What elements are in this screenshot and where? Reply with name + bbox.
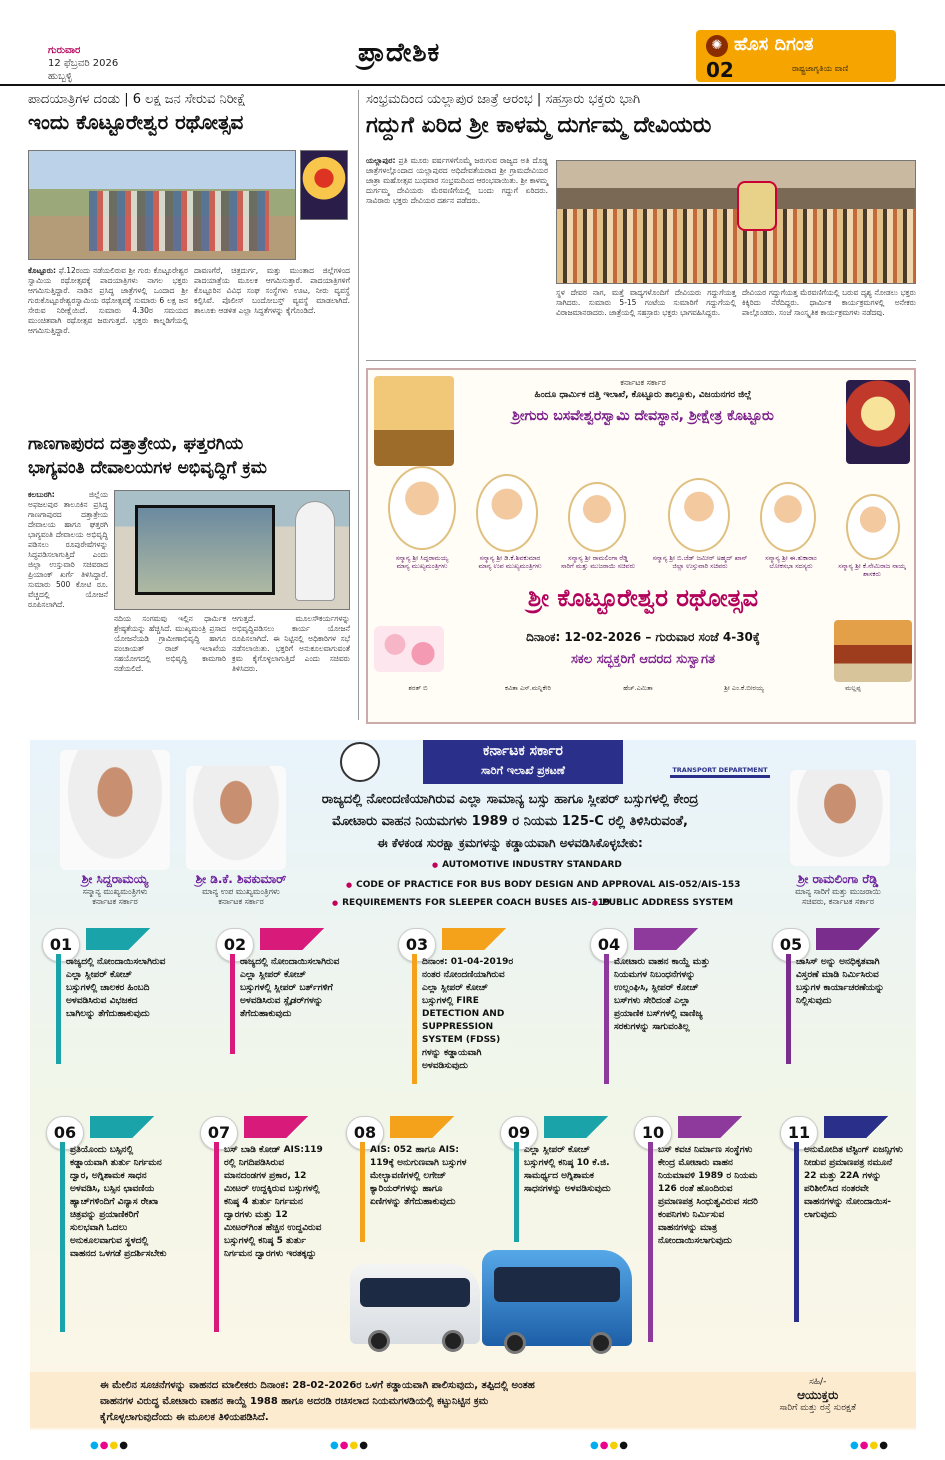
leader-portrait-1 — [388, 466, 456, 550]
karnataka-emblem — [340, 742, 380, 782]
deity-photo — [300, 150, 348, 220]
leader-photo-2 — [186, 766, 286, 870]
card-bar — [214, 1142, 219, 1332]
leader-photo-3 — [790, 770, 890, 866]
story-headline: ಗಾಣಗಾಪುರದ ದತ್ತಾತ್ರೇಯ, ಘತ್ತರಗಿಯ — [28, 434, 244, 454]
pilgrims-crowd — [89, 191, 269, 251]
rule-card-11: 11 ಅನುಮೋದಿತ ಟೆಸ್ಟಿಂಗ್ ಏಜನ್ಸಿಗಳು ನೀಡುವ ಪ್ರಮಾಣಪತ್ರ ನಮೂನೆ 22 ಮತ್ತು 22A ಗಳನ್ನು ಪರಿಶೀಲಿಸಿದ ನಂತರವೇ ವಾಹನಗಳನ್ನು ನೋಂದಾಯಿಸ-ಲಾಗುವುದು — [780, 1116, 900, 1316]
card-bar — [60, 1142, 65, 1332]
story1-col2: ದಾವಣಗೆರೆ, ಚಿತ್ರದುರ್ಗ, ಮತ್ತು ಮುಂತಾದ ಜಿಲ್ಲೆಗಳಿಂದ ಪಾದಯಾತ್ರೆಯ ಮೂಲಕ ಆಗಮಿಸುತ್ತಾರೆ. ಪಾದಯಾತ್ರಿಗಳಿಗೆ ಕೊಟ್ಟೂರಿನ ವಿವಿಧ ಸಂಘ ಸಂಸ್ಥೆಗಳು ಊಟ, ನೀರು ವ್ಯವಸ್ಥೆ ಕಲ್ಪಿಸಿವೆ. ಪೊಲೀಸ್ ಬಂದೋಬಸ್ತ್ ವ್ಯವಸ್ಥೆ ಮಾಡಲಾಗಿದೆ. ತಾಲೂಕು ಆಡಳಿತ ಎಲ್ಲಾ ಸಿದ್ಧತೆಗಳನ್ನು ಕೈಗೊಂಡಿದೆ. — [194, 266, 350, 315]
card-bar — [604, 954, 609, 1084]
minister-figure — [295, 501, 335, 601]
rule-card-07: 07 ಬಸ್ ಬಾಡಿ ಕೋಡ್ AIS:119 ರಲ್ಲಿ ನಿಗದಿಪಡಿಸಿರುವ ಮಾನದಂಡಗಳ ಪ್ರಕಾರ, 12 ಮೀಟರ್ ಉದ್ದಕ್ಕಿರುವ ಬಸ್ಸುಗಳಲ್ಲಿ ಕನಿಷ್ಠ 4 ತುರ್ತು ನಿರ್ಗಮನ ದ್ವಾರಗಳು ಮತ್ತು 12 ಮೀಟರ್‌ಗಿಂತ ಹೆಚ್ಚಿನ ಉದ್ದವಿರುವ ಬಸ್ಸುಗಳಲ್ಲಿ ಕನಿಷ್ಠ 5 ತುರ್ತು ನಿರ್ಗಮನ ದ್ವಾರಗಳು ಇರತಕ್ಕದ್ದು — [200, 1116, 320, 1316]
leader-caption-4: ಸನ್ಮಾನ್ಯ ಶ್ರೀ ಬಿ.ಜೆಡ್ ಜಮೀರ್ ಅಹ್ಮದ್ ಖಾನ್ ಜಿಲ್ಲಾ ಉಸ್ತುವಾರಿ ಸಚಿವರು — [652, 554, 748, 570]
card-bar — [230, 954, 235, 1054]
story-headline-2: ಭಾಗ್ಯವಂತಿ ದೇವಾಲಯಗಳ ಅಭಿವೃದ್ಧಿಗೆ ಕ್ರಮ — [28, 458, 267, 478]
rule-card-01: 01 ರಾಜ್ಯದಲ್ಲಿ ನೋಂದಾಯಿಸಲಾಗಿರುವ ಎಲ್ಲಾ ಸ್ಲೀಪರ್ ಕೋಚ್ ಬಸ್ಸುಗಳಲ್ಲಿ ಚಾಲಕರ ಹಿಂಬದಿ ಅಳವಡಿಸಿರುವ ವಿಭಜಕದ ಬಾಗಿಲನ್ನು ತೆಗೆದುಹಾಕುವುದು — [42, 928, 162, 1078]
page-number: 02 — [706, 58, 734, 82]
flower-decoration — [374, 626, 444, 672]
rule-card-10: 10 ಬಸ್ ಕವಚ ನಿರ್ಮಾಣ ಸಂಸ್ಥೆಗಳು ಕೇಂದ್ರ ಮೋಟಾರು ವಾಹನ ನಿಯಮಾವಳಿ 1989 ರ ನಿಯಮ 126 ರಂತೆ ಹೊಂದಿರುವ ಪ್ರಮಾಣಪತ್ರ ಸಿಂಧುತ್ವವಿರುವ ಸದರಿ ಕಂಪನಿಗಳು ನಿರ್ಮಿಸುವ ವಾಹನಗಳನ್ನು ಮಾತ್ರ ನೋಂದಾಯಿಸಲಾಗುವುದು — [634, 1116, 754, 1356]
card-flag — [678, 1116, 748, 1138]
signatory-2: ಕವಿತಾ ಎಸ್.ಮನ್ನಿಕೇರಿ — [505, 684, 551, 692]
signatory-5: ಮಲ್ಲಪ್ಪ — [845, 684, 861, 692]
story-kicker: ಸಂಭ್ರಮದಿಂದ ಯಲ್ಲಾಪುರ ಜಾತ್ರೆ ಆರಂಭ | ಸಹಸ್ರಾರು ಭಕ್ತರು ಭಾಗಿ — [366, 92, 641, 107]
card-bar — [56, 954, 61, 1064]
issue-date: ಗುರುವಾರ 12 ಫೆಬ್ರವರಿ 2026 ಹುಬ್ಬಳ್ಳಿ — [48, 45, 119, 82]
leader-caption-2: ಶ್ರೀ ಡಿ.ಕೆ. ಶಿವಕುಮಾರ್ ಮಾನ್ಯ ಉಪ ಮುಖ್ಯಮಂತ್ರಿಗಳು ಕರ್ನಾಟಕ ಸರ್ಕಾರ — [195, 872, 287, 906]
leader-portrait-5 — [760, 482, 816, 552]
card-bar — [412, 954, 417, 1084]
story-kottur — [28, 92, 358, 136]
card-bar — [648, 1142, 653, 1342]
column-rule — [358, 90, 359, 720]
leader-caption-1: ಶ್ರೀ ಸಿದ್ದರಾಮಯ್ಯ ಸನ್ಮಾನ್ಯ ಮುಖ್ಯಮಂತ್ರಿಗಳು ಕರ್ನಾಟಕ ಸರ್ಕಾರ — [81, 872, 149, 906]
section-rule — [366, 360, 916, 361]
leader-caption-6: ಸನ್ಮಾನ್ಯ ಶ್ರೀ ಕೆ.ನೇಮಿರಾಜ ನಾಯ್ಕ ಶಾಸಕರು — [838, 562, 906, 578]
notice-line-3: ಈ ಕೆಳಕಂಡ ಸುರಕ್ಷಾ ಕ್ರಮಗಳನ್ನು ಕಡ್ಡಾಯವಾಗಿ ಅಳವಡಿಸಿಕೊಳ್ಳಬೇಕು: — [377, 836, 643, 850]
rule-card-06: 06 ಪ್ರತಿಯೊಂದು ಬಸ್ಸಿನಲ್ಲಿ ಕಡ್ಡಾಯವಾಗಿ ತುರ್ತು ನಿರ್ಗಮನ ದ್ವಾರ, ಅಗ್ನಿಶಾಮಕ ಸಾಧನ ಅಳವಡಿಸಿ, ಬಸ್ಸಿನ ಛಾವಣಿಯ ಹ್ಯಾಚ್‌ಗಳಿಂದಿಗೆ ವಿನ್ಯಾಸ ರೇಖಾ ಚಿತ್ರವನ್ನು ಪ್ರಯಾಣಿಕರಿಗೆ ಸುಲಭವಾಗಿ ಓದಲು ಅನುಕೂಲವಾಗುವ ಸ್ಥಳದಲ್ಲಿ ವಾಹನದ ಒಳಗಡೆ ಪ್ರದರ್ಶಿಸಬೇಕು — [46, 1116, 166, 1316]
card-flag — [442, 928, 512, 950]
card-flag — [544, 1116, 614, 1138]
notice-line-2: ಮೋಟಾರು ವಾಹನ ನಿಯಮಗಳು 1989 ರ ನಿಯಮ 125-C ರಲ್ಲಿ ತಿಳಿಸಿರುವಂತೆ, — [332, 814, 688, 829]
leader-portrait-4 — [668, 478, 730, 552]
rule-card-03: 03 ದಿನಾಂಕ: 01-04-2019ರ ನಂತರ ನೋಂದಣಿಯಾಗಿರುವ ಎಲ್ಲಾ ಸ್ಲೀಪರ್ ಕೋಚ್ ಬಸ್ಸುಗಳಲ್ಲಿ FIRE DETECTION AND SUPPRESSION SYSTEM (FDSS) ಗಳನ್ನು ಕಡ್ಡಾಯವಾಗಿ ಅಳವಡಿಸುವುದು — [398, 928, 518, 1078]
standard-item: ● AUTOMOTIVE INDUSTRY STANDARD — [432, 860, 622, 870]
card-bar — [786, 954, 791, 1064]
story3-col1: ಕಲಬುರಗಿ: ಜಿಲ್ಲೆಯ ಅಫಜಲಪುರ ತಾಲೂಕಿನ ಪ್ರಸಿದ್ಧ ಗಾಣಗಾಪುರದ ದತ್ತಾತ್ರೇಯ ದೇವಾಲಯ ಹಾಗೂ ಘತ್ತರಗಿ ಭಾಗ್ಯವಂತಿ ದೇವಾಲಯ ಅಭಿವೃದ್ಧಿ ಪಡಿಸಲು ರೂಪುರೇಷೆಗಳನ್ನು ಸಿದ್ಧಪಡಿಸಲಾಗುತ್ತಿದೆ ಎಂದು ಜಿಲ್ಲಾ ಉಸ್ತುವಾರಿ ಸಚಿವರಾದ ಪ್ರಿಯಾಂಕ್ ಖರ್ಗೆ ತಿಳಿಸಿದ್ದಾರೆ. ಸುಮಾರು 500 ಕೋಟಿ ರೂ. ವೆಚ್ಚದಲ್ಲಿ ಯೋಜನೆ ರೂಪಿಸಲಾಗಿದೆ. — [28, 490, 108, 609]
leader-caption-3: ಶ್ರೀ ರಾಮಲಿಂಗಾ ರೆಡ್ಡಿ ಮಾನ್ಯ ಸಾರಿಗೆ ಮತ್ತು ಮುಜರಾಯಿ ಸಚಿವರು, ಕರ್ನಾಟಕ ಸರ್ಕಾರ — [795, 872, 881, 906]
leader-caption-3: ಸನ್ಮಾನ್ಯ ಶ್ರೀ ರಾಮಲಿಂಗಾ ರೆಡ್ಡಿ ಸಾರಿಗೆ ಮತ್ತು ಮುಜರಾಯಿ ಸಚಿವರು — [560, 554, 636, 570]
standard-item: ● PUBLIC ADDRESS SYSTEM — [592, 898, 733, 908]
card-bar — [514, 1142, 519, 1242]
rule-card-04: 04 ಮೋಟಾರು ವಾಹನ ಕಾಯ್ದೆ ಮತ್ತು ನಿಯಮಗಳ ನಿಬಂಧನೆಗಳನ್ನು ಉಲ್ಲಂಘಿಸಿ, ಸ್ಲೀಪರ್ ಕೋಚ್ ಬಸ್‌ಗಳು ಸೇರಿದಂತೆ ಎಲ್ಲಾ ಪ್ರಯಾಣಿಕ ಬಸ್‌ಗಳಲ್ಲಿ ವಾಣಿಜ್ಯ ಸರಕುಗಳನ್ನು ಸಾಗುವಂತಿಲ್ಲ — [590, 928, 710, 1078]
registration-mark: ●●●● — [590, 1440, 629, 1451]
story-ganagapur — [28, 432, 358, 480]
transport-department-ad — [30, 740, 916, 1430]
transport-dept-logo: TRANSPORT DEPARTMENT — [670, 750, 770, 778]
leader-portrait-2 — [476, 474, 538, 552]
leader-portrait-6 — [846, 494, 900, 560]
signatory-3: ಹೆಚ್.ಎಮಿತಾ — [623, 684, 653, 692]
notice-line-1: ರಾಜ್ಯದಲ್ಲಿ ನೋಂದಣಿಯಾಗಿರುವ ಎಲ್ಲಾ ಸಾಮಾನ್ಯ ಬಸ್ಸು ಹಾಗೂ ಸ್ಲೀಪರ್ ಬಸ್ಸುಗಳಲ್ಲಿ ಕೇಂದ್ರ — [321, 792, 699, 807]
leader-caption-2: ಸನ್ಮಾನ್ಯ ಶ್ರೀ ಡಿ.ಕೆ.ಶಿವಕುಮಾರ ಮಾನ್ಯ ಉಪ ಮುಖ್ಯಮಂತ್ರಿಗಳು — [478, 554, 542, 570]
card-flag — [86, 928, 156, 950]
card-flag — [90, 1116, 160, 1138]
lamp-icon: ✺ — [706, 35, 728, 57]
jatra-crowd-photo — [556, 160, 916, 284]
rule-card-09: 09 ಎಲ್ಲಾ ಸ್ಲೀಪರ್ ಕೋಚ್ ಬಸ್ಸುಗಳಲ್ಲಿ ಕನಿಷ್ಠ 10 ಕೆ.ಜಿ. ಸಾಮರ್ಥ್ಯದ ಅಗ್ನಿಶಾಮಕ ಸಾಧನಗಳನ್ನು ಅಳವಡಿಸುವುದು — [500, 1116, 620, 1236]
ad-title: ಶ್ರೀ ಕೊಟ್ಟೂರೇಶ್ವರ ರಥೋತ್ಸವ — [527, 584, 759, 612]
temple-photo — [374, 376, 454, 466]
story2-col2: ಸ್ಥಳ ದೇವರ ನಾಗ, ಮತ್ತೆ ವಾದ್ಯಗಳೊಂದಿಗೆ ದೇವಿಯರು ಗದ್ದುಗೆಯತ್ತ ಸಾಗಿದರು. ಸುಮಾರು 5-15 ಗಂಟೆಯ ಸುಮಾರಿಗೆ ಗದ್ದುಗೆಯಲ್ಲಿ ವಿರಾಜಮಾನರಾದರು. ಜಾತ್ರೆಯಲ್ಲಿ ಸಹಸ್ರಾರು ಭಕ್ತರು ಭಾಗವಹಿಸಿದ್ದರು. — [556, 288, 736, 317]
signatory-4: ಶ್ರೀ ಎಂ.ಕೆ.ಬೀರಯ್ಯ — [724, 684, 764, 692]
newspaper-logo: ✺ ಹೊಸ ದಿಗಂತ 02 ರಾಷ್ಟ್ರಜಾಗೃತಿಯ ವಾಣಿ — [696, 30, 896, 82]
rule-card-02: 02 ರಾಜ್ಯದಲ್ಲಿ ನೋಂದಾಯಿಸಲಾಗಿರುವ ಎಲ್ಲಾ ಸ್ಲೀಪರ್ ಕೋಚ್ ಬಸ್ಸುಗಳಲ್ಲಿ ಸ್ಲೀಪರ್ ಬರ್ತ್‌ಗಳಿಗೆ ಅಳವಡಿಸಿರುವ ಸ್ಲೈಡರ್‌ಗಳನ್ನು ತೆಗೆದುಹಾಕುವುದು — [216, 928, 336, 1078]
ad-welcome: ಸಕಲ ಸದ್ಭಕ್ತರಿಗೆ ಆದರದ ಸುಸ್ವಾಗತ — [571, 652, 715, 667]
story2-col1: ಯಲ್ಲಾಪುರ: ಪ್ರತಿ ಮೂರು ವರ್ಷಗಳಿಗೊಮ್ಮೆ ಜರುಗುವ ರಾಜ್ಯದ ಅತಿ ದೊಡ್ಡ ಜಾತ್ರೆಗಳಲ್ಲೊಂದಾದ ಯಲ್ಲಾಪುರದ ಅಧಿದೇವತೆಯರಾದ ಶ್ರೀ ಗ್ರಾಮದೇವಿಯರ ಜಾತ್ರಾ ಮಹೋತ್ಸವ ಬುಧವಾರ ಸಂಭ್ರಮದಿಂದ ಆರಂಭವಾಯಿತು. ಶ್ರೀ ಕಾಳಮ್ಮ ದುರ್ಗಮ್ಮ ದೇವಿಯರು ಮೆರವಣಿಗೆಯಲ್ಲಿ ಬಂದು ಗದ್ದುಗೆ ಏರಿದರು. ಸಾವಿರಾರು ಭಕ್ತರು ದೇವಿಯರ ದರ್ಶನ ಪಡೆದರು. — [366, 156, 549, 205]
rule-card-08: 08 AIS: 052 ಹಾಗೂ AIS: 119ಕ್ಕೆ ಅನುಗುಣವಾಗಿ ಬಸ್ಸುಗಳ ಮೇಲ್ಭಾವಣಿಗಳಲ್ಲಿ ಲಗೇಜ್ ಕ್ಯಾರಿಯರ್‌ಗಳನ್ನು ಹಾಗೂ ಏಣಿಗಳನ್ನು ತೆಗೆದುಹಾಕುವುದು — [346, 1116, 466, 1236]
story-headline: ಇಂದು ಕೊಟ್ಟೂರೇಶ್ವರ ರಥೋತ್ಸವ — [28, 110, 244, 134]
story-yellapur — [366, 92, 916, 140]
signatory-1: ಶರತ್ ಬಿ — [408, 684, 428, 692]
card-flag — [244, 1116, 314, 1138]
story1-col1: ಕೊಟ್ಟೂರು: ಫೆ.12ರಂದು ನಡೆಯಲಿರುವ ಶ್ರೀ ಗುರು ಕೊಟ್ಟೂರೇಶ್ವರ ಸ್ವಾಮಿಯ ರಥೋತ್ಸವಕ್ಕೆ ಪಾದಯಾತ್ರಿಗಳು ನಾಗಲ ಭಕ್ತರು ಆಗಮಿಸುತ್ತಿದ್ದಾರೆ. ನಾಡಿನ ಪ್ರಸಿದ್ಧ ಜಾತ್ರೆಗಳಲ್ಲಿ ಒಂದಾದ ಶ್ರೀ ಗುರುಕೊಟ್ಟೂರೇಶ್ವರಸ್ವಾಮಿಯ ರಥೋತ್ಸವಕ್ಕೆ ಸುಮಾರು 6 ಲಕ್ಷ ಜನ ಸೇರುವ ನಿರೀಕ್ಷೆಯಿದೆ. ಸುಮಾರು 4.30ರ ಸಮಯದ ಮುಂಚಿತವಾಗಿ ರಥೋತ್ಸವ ಜರುಗುತ್ತದೆ. ಭಕ್ತರು ಕಾಲ್ನಡಿಗೆಯಲ್ಲಿ ಆಗಮಿಸುತ್ತಿದ್ದಾರೆ. — [28, 266, 188, 335]
masthead — [0, 0, 945, 86]
story2-col3: ದೇವಿಯರ ಗದ್ದುಗೆಯತ್ತ ಮೆರವಣಿಗೆಯಲ್ಲಿ ಬರುವ ದೃಶ್ಯ ನೋಡಲು ಭಕ್ತರು ಕಿಕ್ಕಿರಿದು ನೆರೆದಿದ್ದರು. ಧಾರ್ಮಿಕ ಕಾರ್ಯಕ್ರಮಗಳಲ್ಲಿ ಅನೇಕರು ಪಾಲ್ಗೊಂಡರು. ಸಂಜೆ ಸಾಂಸ್ಕೃತಿಕ ಕಾರ್ಯಕ್ರಮಗಳು ನಡೆದವು. — [742, 288, 916, 317]
leader-portrait-3 — [568, 482, 626, 552]
rule-card-05: 05 ಚಾಸಿಸ್ ಅನ್ನು ಅನಧಿಕೃತವಾಗಿ ವಿಸ್ತರಣೆ ಮಾಡಿ ನಿರ್ಮಿಸಿರುವ ಬಸ್ಸುಗಳ ಕಾರ್ಯಾಚರಣೆಯನ್ನು ನಿಲ್ಲಿಸುವುದು — [772, 928, 892, 1078]
chariot-photo — [834, 620, 912, 682]
card-bar — [360, 1142, 365, 1242]
registration-mark: ●●●● — [330, 1440, 369, 1451]
commissioner-signature: ಸಹಿ/- ಆಯುಕ್ತರು ಸಾರಿಗೆ ಮತ್ತು ರಸ್ತೆ ಸುರಕ್ಷತೆ — [779, 1377, 856, 1413]
card-flag — [260, 928, 330, 950]
monitor-screen — [135, 505, 275, 595]
leader-caption-1: ಸನ್ಮಾನ್ಯ ಶ್ರೀ ಸಿದ್ದರಾಮಯ್ಯ ಮಾನ್ಯ ಮುಖ್ಯಮಂತ್ರಿಗಳು — [395, 554, 449, 570]
standard-item: ● CODE OF PRACTICE FOR BUS BODY DESIGN AND APPROVAL AIS-052/AIS-153 — [346, 880, 740, 890]
standard-item: ● REQUIREMENTS FOR SLEEPER COACH BUSES AIS-119 — [332, 898, 610, 908]
leader-photo-1 — [60, 750, 170, 870]
ad-datetime: ದಿನಾಂಕ: 12-02-2026 – ಗುರುವಾರ ಸಂಜೆ 4-30ಕ್ಕೆ — [526, 630, 760, 644]
card-flag — [390, 1116, 460, 1138]
card-flag — [824, 1116, 894, 1138]
deity-photo — [846, 380, 910, 464]
temple-festival-ad: ಕರ್ನಾಟಕ ಸರ್ಕಾರ ಹಿಂದೂ ಧಾರ್ಮಿಕ ದತ್ತಿ ಇಲಾಖೆ, ಕೊಟ್ಟೂರು ತಾಲ್ಲೂಕು, ವಿಜಯನಗರ ಜಿಲ್ಲೆ ಶ್ರೀಗುರು ಬಸವೇಶ್ವರಸ್ವಾಮಿ ದೇವಸ್ಥಾನ, ಶ್ರೀಕ್ಷೇತ್ರ ಕೊಟ್ಟೂರು ಸನ್ಮಾನ್ಯ ಶ್ರೀ ಸಿದ್ದರಾಮಯ್ಯ ಮಾನ್ಯ ಮುಖ್ಯಮಂತ್ರಿಗಳು ಸನ್ಮಾನ್ಯ ಶ್ರೀ ಡಿ.ಕೆ.ಶಿವಕುಮಾರ ಮಾನ್ಯ ಉಪ ಮುಖ್ಯಮಂತ್ರಿಗಳು ಸನ್ಮಾನ್ಯ ಶ್ರೀ ರಾಮಲಿಂಗಾ ರೆಡ್ಡಿ ಸಾರಿಗೆ ಮತ್ತು ಮುಜರಾಯಿ ಸಚಿವರು ಸನ್ಮಾನ್ಯ ಶ್ರೀ ಬಿ.ಜೆಡ್ ಜಮೀರ್ ಅಹ್ಮದ್ ಖಾನ್ ಜಿಲ್ಲಾ ಉಸ್ತುವಾರಿ ಸಚಿವರು ಸನ್ಮಾನ್ಯ ಶ್ರೀ ಈ.ತುಕಾರಾಂ ಲೋಕಸಭಾ ಸದಸ್ಯರು ಸನ್ಮಾನ್ಯ ಶ್ರೀ ಕೆ.ನೇಮಿರಾಜ ನಾಯ್ಕ ಶಾಸಕರು ಶ್ರೀ ಕೊಟ್ಟೂರೇಶ್ವರ ರಥೋತ್ಸವ ದಿನಾಂಕ: 12-02-2026 – ಗುರುವಾರ ಸಂಜೆ 4-30ಕ್ಕೆ ಸಕಲ ಸದ್ಭಕ್ತರಿಗೆ ಆದರದ ಸುಸ್ವಾಗತ ಶರತ್ ಬಿ ಕವಿತಾ ಎಸ್.ಮನ್ನಿಕೇರಿ ಹೆಚ್.ಎಮಿತಾ ಶ್ರೀ ಎಂ.ಕೆ.ಬೀರಯ್ಯ ಮಲ್ಲಪ್ಪ — [366, 368, 916, 724]
minister-screen-photo — [114, 490, 350, 610]
story3-col2: ನದಿಯ ಸಂಗಮವು ಇಲ್ಲಿನ ಧಾರ್ಮಿಕ ಶ್ರೇಷ್ಠತೆಯನ್ನು ಹೆಚ್ಚಿಸಿದೆ. ಮುಖ್ಯಮಂತ್ರಿ ಪ್ರಸಾದ ಯೋಜನೆಯಡಿ ಗ್ರಾಮೀಣಾಭಿವೃದ್ಧಿ ಹಾಗೂ ಪಂಚಾಯತ್ ರಾಜ್ ಇಲಾಖೆಯ ಸಹಯೋಗದಲ್ಲಿ ಅಭಿವೃದ್ಧಿ ಕಾಮಗಾರಿ ನಡೆಯಲಿದೆ. — [114, 614, 226, 673]
notice-banner: ಕರ್ನಾಟಕ ಸರ್ಕಾರ ಸಾರಿಗೆ ಇಲಾಖೆ ಪ್ರಕಟಣೆ — [423, 740, 623, 784]
card-flag — [634, 928, 704, 950]
card-flag — [816, 928, 886, 950]
story-kicker: ಪಾದಯಾತ್ರಿಗಳ ದಂಡು | 6 ಲಕ್ಷ ಜನ ಸೇರುವ ನಿರೀಕ್ಷೆ — [28, 92, 246, 107]
blue-bus-illustration — [482, 1250, 632, 1346]
story-headline: ಗದ್ದುಗೆ ಏರಿದ ಶ್ರೀ ಕಾಳಮ್ಮ ದುರ್ಗಮ್ಮ ದೇವಿಯರು — [366, 113, 712, 138]
white-bus-illustration — [350, 1264, 480, 1344]
compliance-deadline-note: ಈ ಮೇಲಿನ ಸೂಚನೆಗಳನ್ನು ವಾಹನದ ಮಾಲೀಕರು ದಿನಾಂಕ: 28-02-2026ರ ಒಳಗೆ ಕಡ್ಡಾಯವಾಗಿ ಪಾಲಿಸುವುದು, ತಪ್ಪಿದಲ್ಲಿ ಅಂತಹ ವಾಹನಗಳ ವಿರುದ್ಧ ಮೋಟಾರು ವಾಹನ ಕಾಯ್ದೆ 1988 ಹಾಗೂ ಅದರಡಿ ರಚಿಸಲಾದ ನಿಯಮಗಳಡಿಯಲ್ಲಿ ಕಟ್ಟುನಿಟ್ಟಿನ ಕ್ರಮ ಕೈಗೊಳ್ಳಲಾಗುವುದೆಂದು ಈ ಮೂಲಕ ತಿಳಿಯಪಡಿಸಿದೆ. ಸಹಿ/- ಆಯುಕ್ತರು ಸಾರಿಗೆ ಮತ್ತು ರಸ್ತೆ ಸುರಕ್ಷತೆ — [30, 1372, 916, 1428]
card-bar — [794, 1142, 799, 1322]
registration-mark: ●●●● — [850, 1440, 889, 1451]
pilgrims-photo — [28, 150, 296, 260]
palanquin — [737, 181, 777, 231]
registration-mark: ●●●● — [90, 1440, 129, 1451]
leader-caption-5: ಸನ್ಮಾನ್ಯ ಶ್ರೀ ಈ.ತುಕಾರಾಂ ಲೋಕಸಭಾ ಸದಸ್ಯರು — [765, 554, 817, 570]
story3-col3: ಆಗುತ್ತದೆ. ಮೂಲಸೌಕರ್ಯಗಳನ್ನು ಅಭಿವೃದ್ಧಿಪಡಿಸಲು ಕಾರ್ಯ ಯೋಜನೆ ರೂಪಿಸಲಾಗಿದೆ. ಈ ನಿಟ್ಟಿನಲ್ಲಿ ಅಧಿಕಾರಿಗಳ ಸಭೆ ನಡೆಸಲಾಯಿತು. ಭಕ್ತರಿಗೆ ಅನುಕೂಲವಾಗುವಂತೆ ಕ್ರಮ ಕೈಗೊಳ್ಳಲಾಗುತ್ತಿದೆ ಎಂದು ಸಚಿವರು ತಿಳಿಸಿದರು. — [232, 614, 350, 673]
section-title: ಪ್ರಾದೇಶಿಕ — [358, 38, 441, 68]
